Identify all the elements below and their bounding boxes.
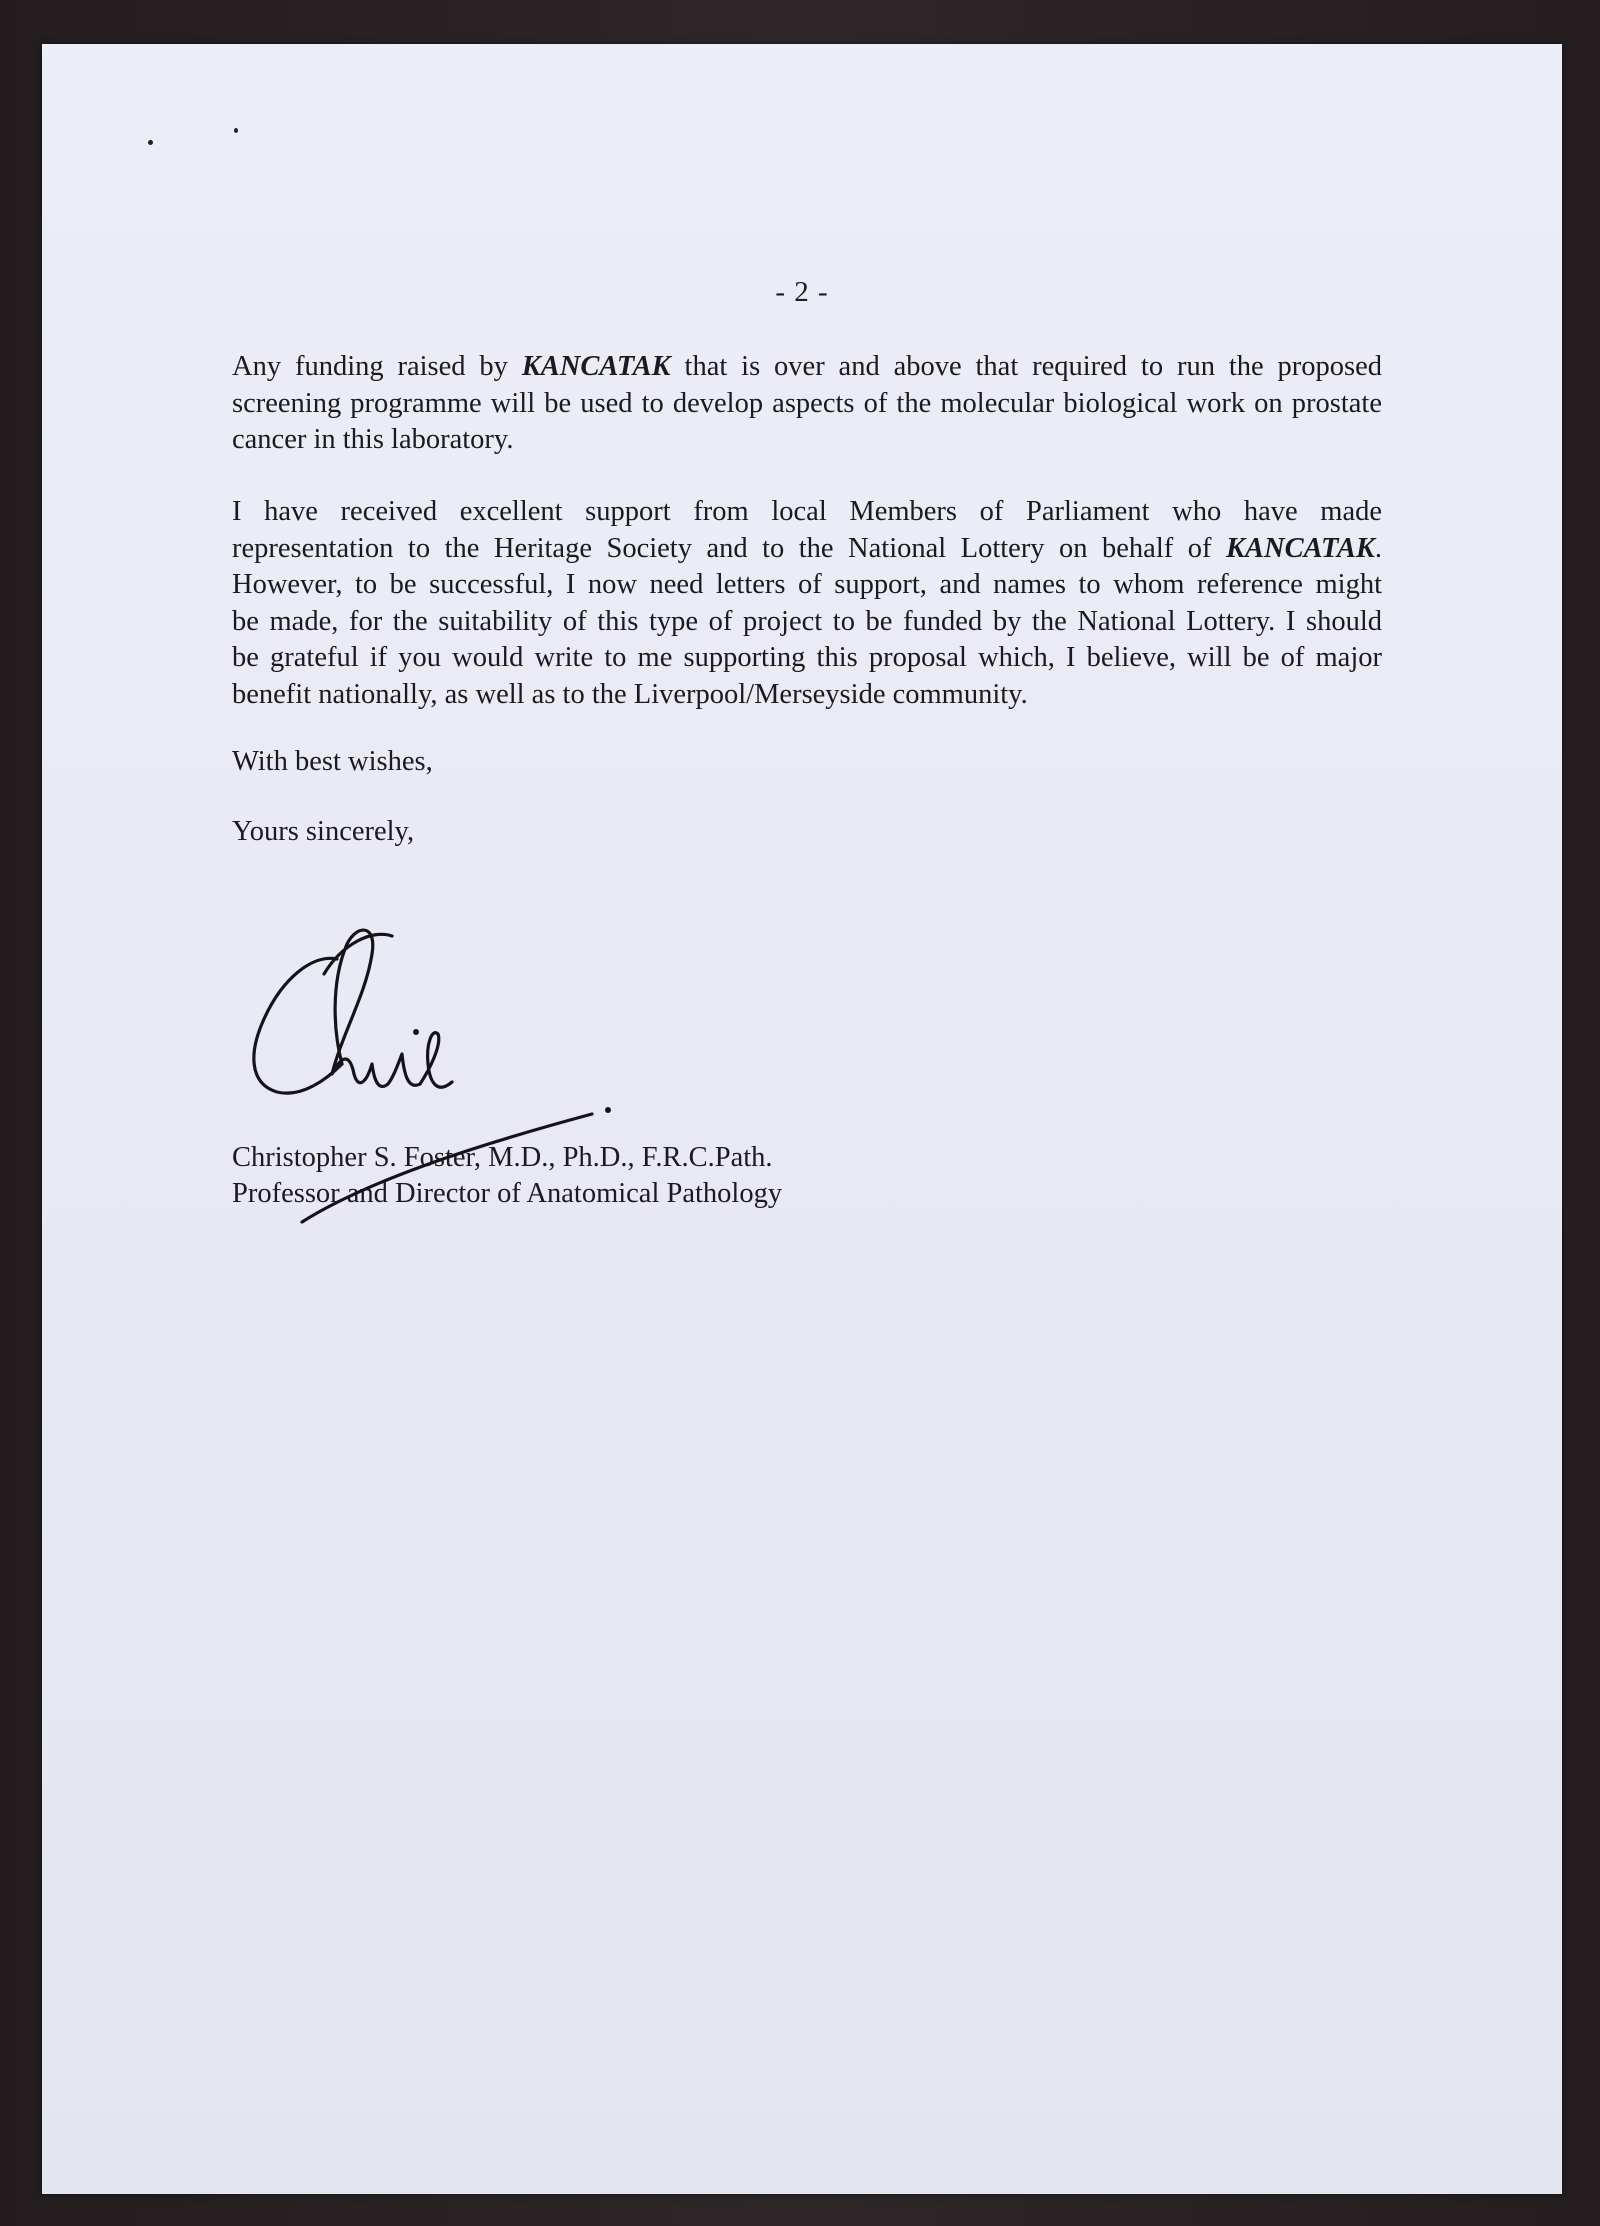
signature-stroke <box>420 1033 452 1087</box>
paper-speck <box>234 128 238 133</box>
page-number: - 2 - <box>775 276 829 308</box>
paragraph-line: benefit nationally, as well as to the Liverpool/Merseyside community. <box>232 678 1028 710</box>
signature-stroke <box>302 1114 592 1222</box>
signature-stroke <box>332 1054 420 1086</box>
text-run: representation to the Heritage Society and to the National Lottery on behalf of <box>232 532 1226 564</box>
paragraph-line: However, to be successful, I now need letters of support, and names to whom reference might <box>232 569 1382 600</box>
paragraph-funding <box>232 349 1382 459</box>
text-run: . <box>1374 532 1382 564</box>
closing-valediction: Yours sincerely, <box>232 816 415 847</box>
paragraph-line <box>232 349 1382 386</box>
paper-speck <box>148 140 153 145</box>
text-run: Any funding raised by <box>232 351 522 382</box>
signature-stroke <box>254 958 342 1093</box>
brand-name: KANCATAK <box>1225 532 1375 564</box>
paragraph-support <box>232 494 1382 713</box>
paragraph-line: be made, for the suitability of this type of project to be funded by the National Lottery. I should <box>232 605 1382 637</box>
handwritten-signature <box>242 904 672 1264</box>
paragraph-line <box>232 531 1382 568</box>
text-run: that is over and above that required to run the proposed <box>670 351 1382 382</box>
paragraph-line: be grateful if you would write to me supporting this proposal which, I believe, will be of major <box>232 642 1382 673</box>
signature-dot <box>413 1029 419 1035</box>
signature-dot <box>605 1107 611 1113</box>
signatory-title: Professor and Director of Anatomical Pathology <box>232 1178 783 1209</box>
letter-page <box>42 44 1562 2194</box>
paragraph-line: I have received excellent support from local Members of Parliament who have made <box>232 496 1382 527</box>
paragraph-line: cancer in this laboratory. <box>232 424 514 455</box>
signature-stroke <box>324 934 392 974</box>
paragraph-line: screening programme will be used to develop aspects of the molecular biological work on prostate <box>232 387 1382 419</box>
brand-name: KANCATAK <box>521 351 671 382</box>
closing-greeting: With best wishes, <box>232 746 433 777</box>
signature-stroke <box>332 930 373 1074</box>
signatory-name: Christopher S. Foster, M.D., Ph.D., F.R.C.Path. <box>232 1142 773 1173</box>
